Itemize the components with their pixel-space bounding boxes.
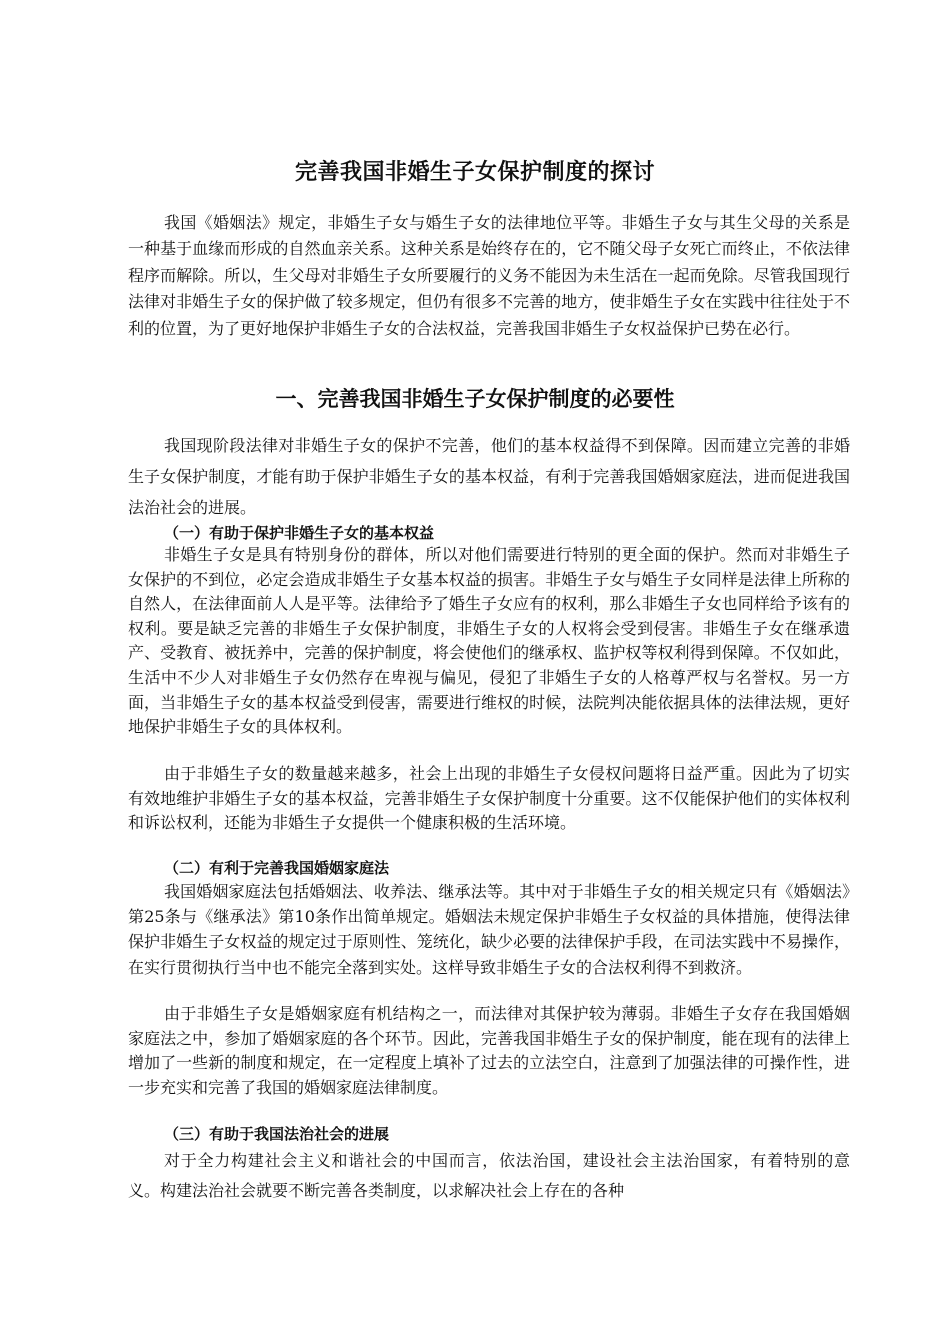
subsection-heading-1: （一）有助于保护非婚生子女的基本权益 xyxy=(164,524,435,542)
subsection-2-paragraph-2: 由于非婚生子女是婚姻家庭有机结构之一，而法律对其保护较为薄弱。非婚生子女存在我国婚姻家庭法之中，参加了婚姻家庭的各个环节。因此，完善我国非婚生子女的保护制度，能在现有的法律上增加了一些新的制度和规定，在一定程度上填补了过去的立法空白，注意到了加强法律的可操作性，进一步充实和完善了我国的婚姻家庭法律制度。 xyxy=(128,1004,850,1097)
section-intro-paragraph: 我国现阶段法律对非婚生子女的保护不完善，他们的基本权益得不到保障。因而建立完善的非婚生子女保护制度，才能有助于保护非婚生子女的基本权益，有利于完善我国婚姻家庭法，进而促进我国法治社会的进展。 xyxy=(128,436,850,517)
intro-paragraph: 我国《婚姻法》规定，非婚生子女与婚生子女的法律地位平等。非婚生子女与其生父母的关系是一种基于血缘而形成的自然血亲关系。这种关系是始终存在的，它不随父母子女死亡而终止，不依法律程序而解除。所以，生父母对非婚生子女所要履行的义务不能因为未生活在一起而免除。尽管我国现行法律对非婚生子女的保护做了较多规定，但仍有很多不完善的地方，使非婚生子女在实践中往往处于不利的位置，为了更好地保护非婚生子女的合法权益，完善我国非婚生子女权益保护已势在必行。 xyxy=(128,213,850,338)
subsection-heading-3: （三）有助于我国法治社会的进展 xyxy=(164,1125,390,1143)
section-heading: 一、完善我国非婚生子女保护制度的必要性 xyxy=(275,387,675,411)
subsection-2-paragraph-1: 我国婚姻家庭法包括婚姻法、收养法、继承法等。其中对于非婚生子女的相关规定只有《婚姻法》第25条与《继承法》第10条作出简单规定。婚姻法未规定保护非婚生子女权益的具体措施，使得法律保护非婚生子女权益的规定过于原则性、笼统化，缺少必要的法律保护手段，在司法实践中不易操作，在实行贯彻执行当中也不能完全落到实处。这样导致非婚生子女的合法权利得不到救济。 xyxy=(128,882,850,977)
subsection-3-paragraph-1: 对于全力构建社会主义和谐社会的中国而言，依法治国，建设社会主法治国家，有着特别的意义。构建法治社会就要不断完善各类制度，以求解决社会上存在的各种 xyxy=(128,1151,850,1200)
subsection-1-paragraph-2: 由于非婚生子女的数量越来越多，社会上出现的非婚生子女侵权问题将日益严重。因此为了切实有效地维护非婚生子女的基本权益，完善非婚生子女保护制度十分重要。这不仅能保护他们的实体权利和诉讼权利，还能为非婚生子女提供一个健康积极的生活环境。 xyxy=(128,764,850,833)
subsection-1-paragraph-1: 非婚生子女是具有特别身份的群体，所以对他们需要进行特别的更全面的保护。然而对非婚生子女保护的不到位，必定会造成非婚生子女基本权益的损害。非婚生子女与婚生子女同样是法律上所称的自然人，在法律面前人人是平等。法律给予了婚生子女应有的权利，那么非婚生子女也同样给予该有的权利。要是缺乏完善的非婚生子女保护制度，非婚生子女的人权将会受到侵害。非婚生子女在继承遗产、受教育、被抚养中，完善的保护制度，将会使他们的继承权、监护权等权利得到保障。不仅如此，生活中不少人对非婚生子女仍然存在卑视与偏见，侵犯了非婚生子女的人格尊严权与名誉权。另一方面，当非婚生子女的基本权益受到侵害，需要进行维权的时候，法院判决能依据具体的法律法规，更好地保护非婚生子女的具体权利。 xyxy=(128,545,850,737)
subsection-heading-2: （二）有利于完善我国婚姻家庭法 xyxy=(164,859,390,877)
document-title: 完善我国非婚生子女保护制度的探讨 xyxy=(294,160,655,185)
